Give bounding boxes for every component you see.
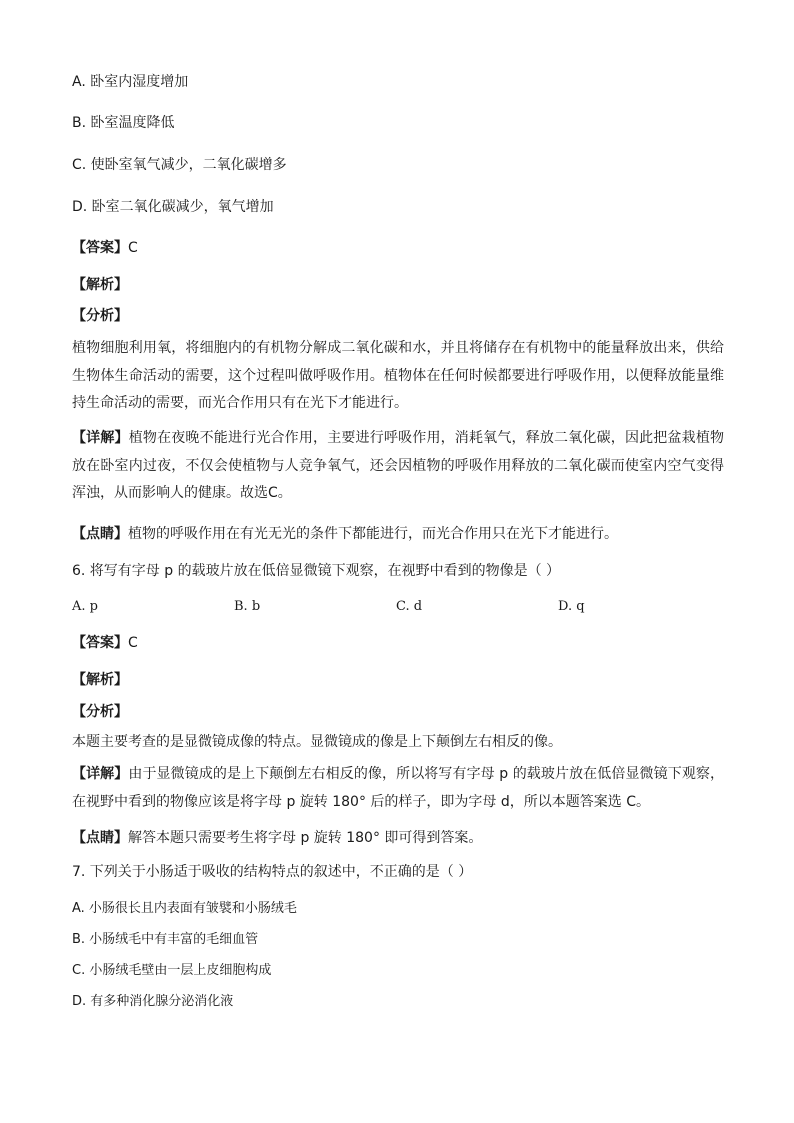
q6-jiexi-label: 【解析】 bbox=[72, 672, 128, 688]
xiangjie-label: 【详解】 bbox=[72, 766, 129, 782]
q5-option-d: D. 卧室二氧化碳减少，氧气增加 bbox=[72, 199, 274, 215]
dianjing-text: 植物的呼吸作用在有光无光的条件下都能进行，而光合作用只在光下才能进行。 bbox=[128, 526, 618, 542]
xiangjie-text: 由于显微镜成的是上下颠倒左右相反的像，所以将写有字母 p 的载玻片放在低倍显微镜下观察，在视野中看到的物像应该是将字母 p 旋转 180° 后的样子，即为字母 d，所以本题答案选 C。 bbox=[72, 766, 724, 810]
dianjing-label: 【点睛】 bbox=[72, 830, 128, 846]
q7-option-d: D. 有多种消化腺分泌消化液 bbox=[72, 994, 234, 1009]
q5-xiangjie bbox=[72, 425, 724, 508]
q6-xiangjie bbox=[72, 761, 724, 816]
xiangjie-text: 植物在夜晚不能进行光合作用，主要进行呼吸作用，消耗氧气，释放二氧化碳，因此把盆栽植物放在卧室内过夜，不仅会使植物与人竞争氧气，还会因植物的呼吸作用释放的二氧化碳而使室内空气变得浑浊，从而影响人的健康。故选C。 bbox=[72, 430, 725, 501]
q5-dianjing bbox=[72, 524, 618, 544]
dianjing-text: 解答本题只需要考生将字母 p 旋转 180° 即可得到答案。 bbox=[128, 830, 483, 846]
q7-option-c: C. 小肠绒毛壁由一层上皮细胞构成 bbox=[72, 963, 272, 978]
answer-label: 【答案】 bbox=[72, 240, 128, 256]
q6-option-c: C. d bbox=[396, 599, 423, 614]
q6-fenxi-label: 【分析】 bbox=[72, 704, 128, 720]
q6-option-a: A. p bbox=[72, 599, 98, 614]
q5-fenxi-text: 植物细胞利用氧，将细胞内的有机物分解成二氧化碳和水，并且将储存在有机物中的能量释放出来，供给生物体生命活动的需要，这个过程叫做呼吸作用。植物体在任何时候都要进行呼吸作用，以便释放能量维持生命活动的需要，而光合作用只有在光下才能进行。 bbox=[72, 340, 724, 411]
q6-option-b: B. b bbox=[234, 599, 261, 614]
answer-value: C bbox=[128, 635, 138, 651]
answer-value: C bbox=[128, 240, 138, 256]
dianjing-label: 【点睛】 bbox=[72, 526, 128, 542]
q7-option-b: B. 小肠绒毛中有丰富的毛细血管 bbox=[72, 932, 259, 947]
q6-stem: 6. 将写有字母 p 的载玻片放在低倍显微镜下观察，在视野中看到的物像是（ ） bbox=[72, 563, 561, 579]
answer-label: 【答案】 bbox=[72, 635, 128, 651]
q5-option-c: C. 使卧室氧气减少，二氧化碳增多 bbox=[72, 157, 287, 173]
q6-option-d: D. q bbox=[558, 599, 585, 614]
q5-option-a: A. 卧室内湿度增加 bbox=[72, 74, 189, 90]
q7-stem: 7. 下列关于小肠适于吸收的结构特点的叙述中，不正确的是（ ） bbox=[72, 864, 473, 880]
q6-options bbox=[72, 597, 724, 617]
q5-option-b: B. 卧室温度降低 bbox=[72, 115, 175, 131]
q6-answer bbox=[72, 633, 138, 653]
q5-answer bbox=[72, 238, 138, 258]
q5-fenxi-label: 【分析】 bbox=[72, 308, 128, 324]
q5-jiexi-label: 【解析】 bbox=[72, 277, 128, 293]
xiangjie-label: 【详解】 bbox=[72, 430, 129, 446]
q6-fenxi-text: 本题主要考查的是显微镜成像的特点。显微镜成的像是上下颠倒左右相反的像。 bbox=[72, 734, 562, 750]
q7-option-a: A. 小肠很长且内表面有皱襞和小肠绒毛 bbox=[72, 901, 297, 916]
q6-dianjing bbox=[72, 828, 482, 848]
